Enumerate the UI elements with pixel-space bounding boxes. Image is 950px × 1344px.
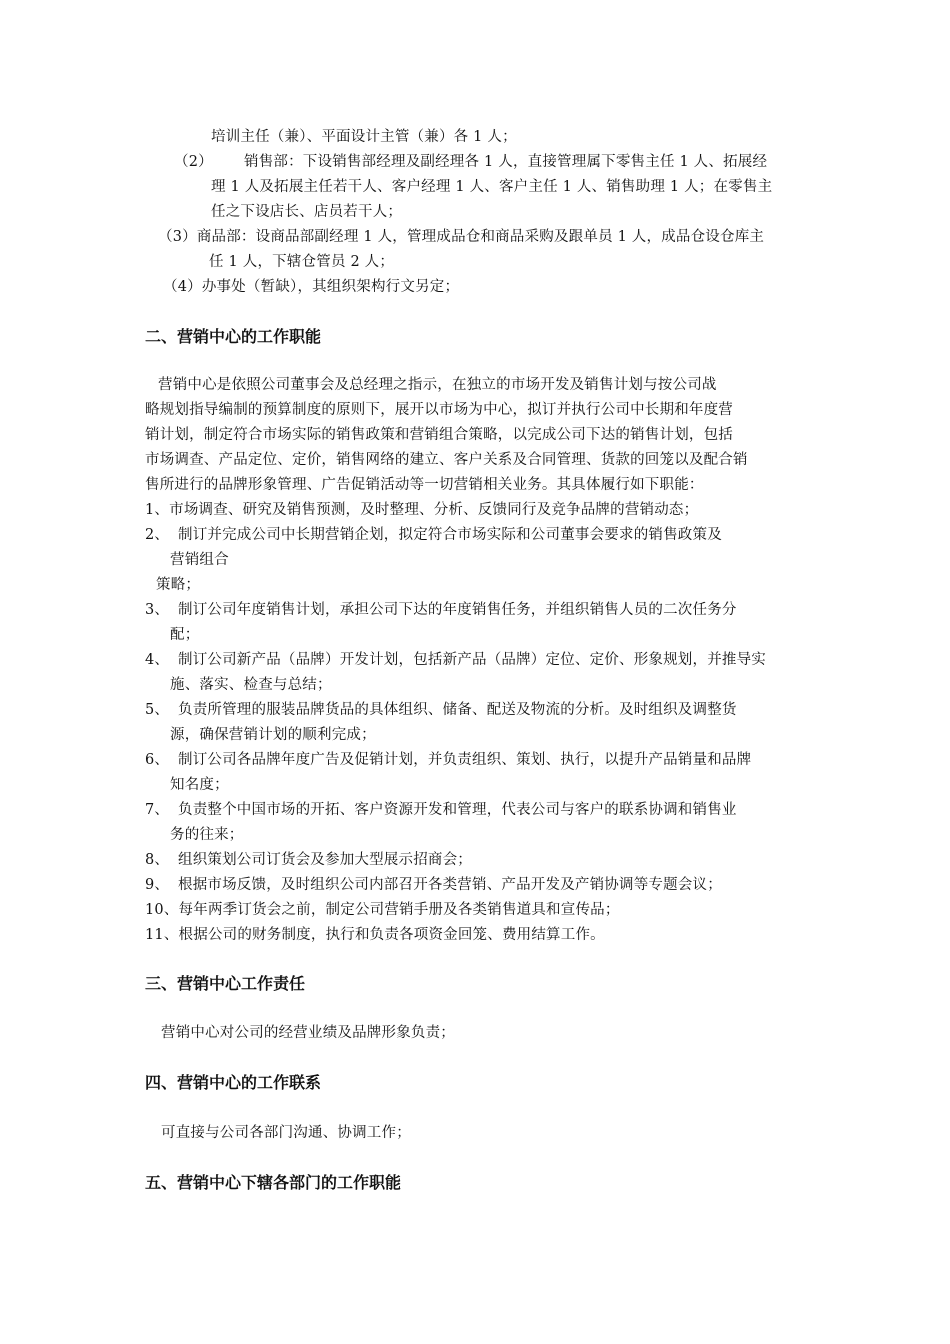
- section-2-intro-line-1: 营销中心是依照公司董事会及总经理之指示，在独立的市场开发及销售计划与按公司战: [158, 377, 717, 393]
- duty-item-2-line-1: 制订并完成公司中长期营销企划，拟定符合市场实际和公司董事会要求的销售政策及: [178, 527, 722, 543]
- section-2-intro-line-2: 略规划指导编制的预算制度的原则下，展开以市场为中心，拟订并执行公司中长期和年度营: [145, 402, 733, 418]
- duty-item-4-line-1: 制订公司新产品（品牌）开发计划，包括新产品（品牌）定位、定价、形象规划，并推导实: [178, 652, 766, 668]
- duty-item-8-line-1: 组织策划公司订货会及参加大型展示招商会；: [178, 852, 472, 868]
- duty-item-5-line-2: 源，确保营销计划的顺利完成；: [170, 727, 376, 743]
- section-2-intro-line-5: 售所进行的品牌形象管理、广告促销活动等一切营销相关业务。其具体履行如下职能：: [145, 477, 704, 493]
- duty-item-7-number: 7、: [145, 802, 170, 818]
- duty-item-9-number: 9、: [145, 877, 170, 893]
- duty-item-1: 1、市场调查、研究及销售预测，及时整理、分析、反馈同行及竞争品牌的营销动态；: [145, 502, 699, 518]
- duty-item-9-line-1: 根据市场反馈，及时组织公司内部召开各类营销、产品开发及产销协调等专题会议；: [178, 877, 722, 893]
- duty-item-5-number: 5、: [145, 702, 170, 718]
- structure-item-2-number: （2）: [174, 154, 213, 170]
- duty-item-7-line-1: 负责整个中国市场的开拓、客户资源开发和管理，代表公司与客户的联系协调和销售业: [178, 802, 737, 818]
- duty-item-3-number: 3、: [145, 602, 170, 618]
- structure-item-4: （4）办事处（暂缺），其组织架构行文另定；: [163, 279, 460, 295]
- section-3-text: 营销中心对公司的经营业绩及品牌形象负责；: [161, 1025, 455, 1041]
- section-5-heading: 五、营销中心下辖各部门的工作职能: [145, 1173, 402, 1192]
- section-2-heading: 二、营销中心的工作职能: [145, 327, 322, 346]
- duty-item-10: 10、每年两季订货会之前，制定公司营销手册及各类销售道具和宣传品；: [145, 902, 620, 918]
- duty-item-2-line-2: 营销组合: [170, 552, 229, 568]
- duty-item-8-number: 8、: [145, 852, 170, 868]
- duty-item-7-line-2: 务的往来；: [170, 827, 244, 843]
- structure-line-1: 培训主任（兼）、平面设计主管（兼）各 1 人；: [211, 129, 517, 145]
- duty-item-5-line-1: 负责所管理的服装品牌货品的具体组织、储备、配送及物流的分析。及时组织及调整货: [178, 702, 737, 718]
- section-3-heading: 三、营销中心工作责任: [145, 974, 306, 993]
- structure-item-2-line-2: 理 1 人及拓展主任若干人、客户经理 1 人、客户主任 1 人、销售助理 1 人；在零售主: [211, 179, 773, 195]
- structure-item-3-line-1: （3）商品部：设商品部副经理 1 人，管理成品仓和商品采购及跟单员 1 人，成品仓设仓库主: [158, 229, 765, 245]
- section-4-heading: 四、营销中心的工作联系: [145, 1073, 322, 1092]
- duty-item-2-line-3: 策略；: [156, 577, 201, 593]
- section-2-intro-line-4: 市场调查、产品定位、定价，销售网络的建立、客户关系及合同管理、货款的回笼以及配合销: [145, 452, 748, 468]
- duty-item-3-line-2: 配；: [170, 627, 200, 643]
- structure-item-2-line-3: 任之下设店长、店员若干人；: [211, 204, 403, 220]
- duty-item-6-line-1: 制订公司各品牌年度广告及促销计划，并负责组织、策划、执行，以提升产品销量和品牌: [178, 752, 752, 768]
- structure-item-2-line-1: 销售部：下设销售部经理及副经理各 1 人，直接管理属下零售主任 1 人、拓展经: [244, 154, 768, 170]
- section-2-intro-line-3: 销计划，制定符合市场实际的销售政策和营销组合策略，以完成公司下达的销售计划，包括: [145, 427, 733, 443]
- duty-item-4-line-2: 施、落实、检查与总结；: [170, 677, 332, 693]
- duty-item-11: 11、根据公司的财务制度，执行和负责各项资金回笼、费用结算工作。: [145, 927, 605, 943]
- duty-item-3-line-1: 制订公司年度销售计划，承担公司下达的年度销售任务，并组织销售人员的二次任务分: [178, 602, 737, 618]
- duty-item-4-number: 4、: [145, 652, 170, 668]
- section-4-text: 可直接与公司各部门沟通、协调工作；: [161, 1125, 411, 1141]
- duty-item-2-number: 2、: [145, 527, 170, 543]
- duty-item-6-number: 6、: [145, 752, 170, 768]
- duty-item-6-line-2: 知名度；: [170, 777, 229, 793]
- structure-item-3-line-2: 任 1 人，下辖仓管员 2 人；: [209, 254, 395, 270]
